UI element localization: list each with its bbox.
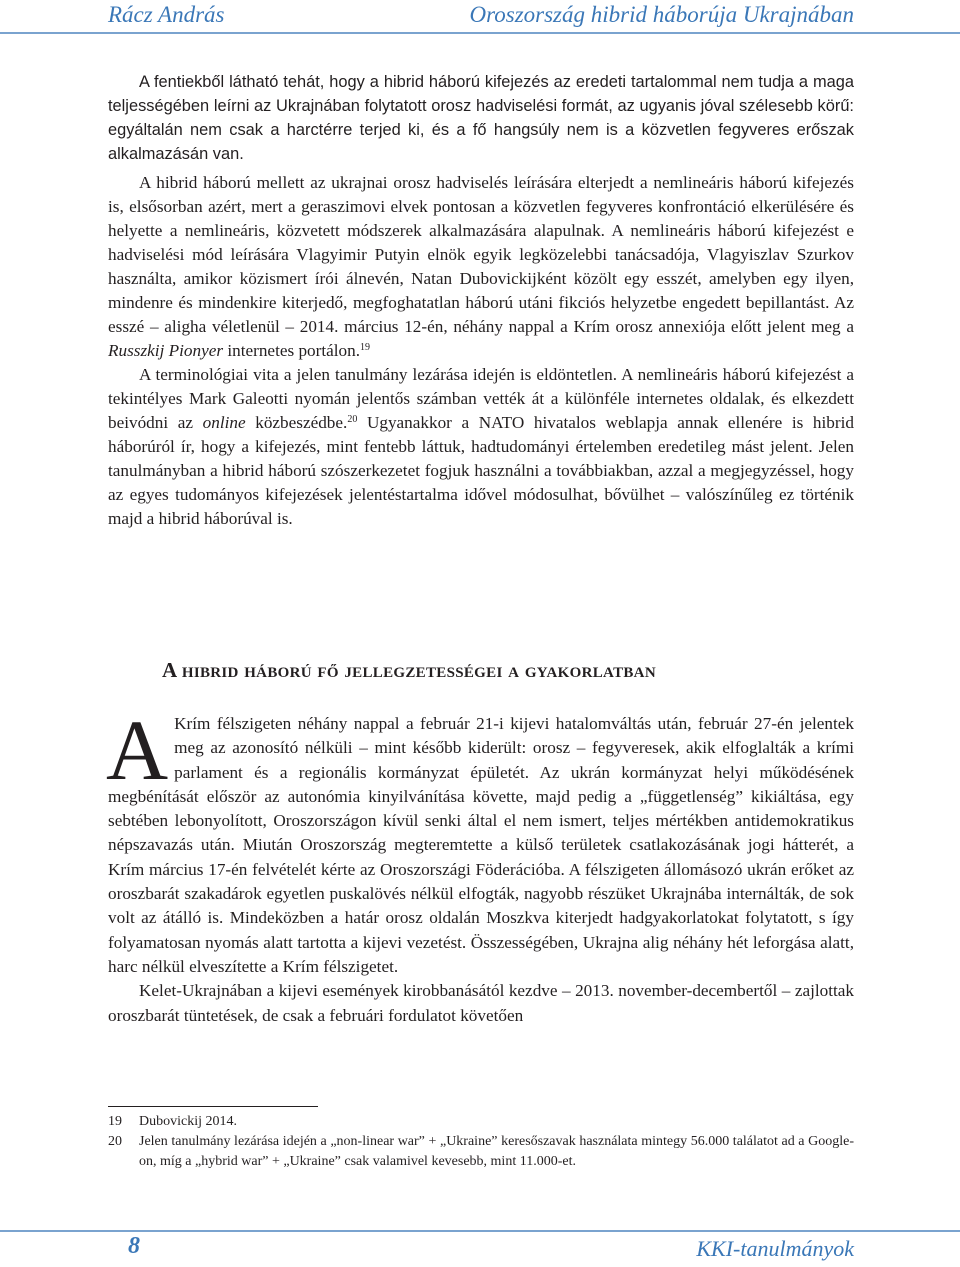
italic-term: online — [202, 413, 246, 432]
section-paragraph-east-ukraine: Kelet-Ukrajnában a kijevi események kirobbanásától kezdve – 2013. november-decembertől – zajlottak oroszbarát tüntetések, de csak a februári fordulatot követően — [108, 981, 854, 1025]
paragraph-terminology — [108, 363, 854, 531]
footnotes — [108, 1112, 854, 1172]
section-heading: A hibrid háború fő jellegzetességei a gyakorlatban — [162, 658, 656, 682]
header-title: Oroszország hibrid háborúja Ukrajnában — [469, 2, 854, 27]
paragraph-text: Krím félszigeten néhány nappal a február 21-i kijevi hatalomváltás után, február 27-én jelentek meg az azonosító nélküli – mint később kiderült: orosz – fegyveresek, akik elfoglalták a krími parlament és a regionális kormányzat épületét. Az ukrán kormányzat helyi működésének megbénítását először az autonómia kinyilvánítása követte, majd pedig a „függetlenség” kikiáltása, egy sebtében lebonyolított, Oroszországon kívül senki által el nem ismert, teljes mértékben antidemokratikus népszavazás után. Miután Oroszország megteremtette a külső területek csatlakozásának jogi hátterét, a Krím március 17-én felvételét kérte az Oroszországi Föderációba. A félszigeten állomásozó ukrán erőket az oroszbarát szakadárok egyetlen puskalövés nélkül elfogták, nagyobb részüket Ukrajnába internálták, de sok volt az átálló is. Mindeközben a határ orosz oldalán Moszkva kiterjedt hadgyakorlatokat folytatott, s így folyamatosan nyomás alatt tartotta a kijevi vezetést. Összességében, Ukrajna alig néhány hét leforgása alatt, harc nélkül elveszítette a Krím félszigetet. — [108, 714, 854, 976]
section-paragraph-crimea — [106, 702, 854, 979]
footnote-number: 20 — [108, 1134, 122, 1149]
intro-block — [108, 70, 854, 166]
body-block — [108, 171, 854, 531]
paragraph-text: A terminológiai vita a jelen tanulmány lezárása idején is eldöntetlen. A nemlineáris háború kifejezést a tekintélyes Mark Galeotti nyomán jelentős számban vették át a különféle internetes oldalak, és elkezdett beivódni az — [108, 365, 854, 432]
paragraph-text: A hibrid háború mellett az ukrajnai orosz hadviselés leírására elterjedt a nemlineáris háború kifejezés is, elsősorban azért, mert a geraszimovi elvek pontosan a közvetlen fegyveres konfrontáció elkerülésére és helyette a nemlineáris, közvetett módszerek alkalmazására alapulnak. A nemlineáris háború kifejezést e hadviselési mód leírására Vlagyimir Putyin elnök egyik legközelebbi tanácsadója, Vlagyiszlav Szurkov használta, amikor közismert írói álnevén, Natan Dubovickijként közölt egy esszét, amelyben egy ilyen, mindenre és mindenkire kiterjedő, megfoghatatlan háború utáni fikciós helyzetbe engedett bepillantást. Az esszé – aligha véletlenül – 2014. március 12-én, néhány nappal a Krím orosz annexiója előtt jelent meg a — [108, 173, 854, 336]
section-body — [106, 702, 854, 1028]
paragraph-text-end: internetes portálon. — [223, 341, 361, 360]
intro-paragraph: A fentiekből látható tehát, hogy a hibrid háború kifejezés az eredeti tartalommal nem tudja a maga teljességében leírni az Ukrajnában folytatott orosz hadviselési formát, az ugyanis jóval szélesebb körű: egyáltalán nem csak a harctérre terjed ki, és a fő hangsúly nem is a közvetlen fegyveres erőszak alkalmazásán van. — [108, 73, 854, 163]
drop-cap: A — [106, 702, 169, 798]
paragraph-text: Ugyanakkor a NATO hivatalos weblapja annak ellenére is hibrid háborúról ír, hogy a kifejezés, mint fentebb láttuk, hadtudományi értelemben eredetileg mást jelent. Jelen tanulmányban a hibrid háború szószerkezetet fogjuk használni a továbbiakban, azzal a megjegyzéssel, hogy az egyes tudományos kifejezések jelentéstartalma idővel módosulhat, bővülhet – valószínűleg ez történik majd a hibrid háborúval is. — [108, 413, 854, 528]
footer-rule — [0, 1230, 960, 1232]
footnote-text: Jelen tanulmány lezárása idején a „non-linear war” + „Ukraine” keresőszavak használata mintegy 56.000 találatot ad a Google-on, míg a „hybrid war” + „Ukraine” csak valamivel kevesebb, mint 11.000-et. — [139, 1134, 854, 1169]
footnote-ref: 19 — [360, 342, 371, 353]
header-author: Rácz András — [108, 2, 225, 27]
header-rule — [0, 32, 960, 34]
running-header — [0, 0, 960, 34]
footnote — [108, 1112, 854, 1132]
footnote-rule — [108, 1106, 318, 1107]
footnote-number: 19 — [108, 1114, 122, 1129]
paragraph-nonlinear-war — [108, 171, 854, 363]
page-number: 8 — [128, 1233, 140, 1259]
footnote-ref: 20 — [347, 414, 358, 425]
journal-name: KKI-tanulmányok — [696, 1236, 854, 1261]
footnote-text: Dubovickij 2014. — [139, 1114, 237, 1129]
paragraph-text: közbeszédbe. — [245, 413, 348, 432]
italic-publication: Russzkij Pionyer — [108, 341, 224, 360]
footnote — [108, 1132, 854, 1172]
